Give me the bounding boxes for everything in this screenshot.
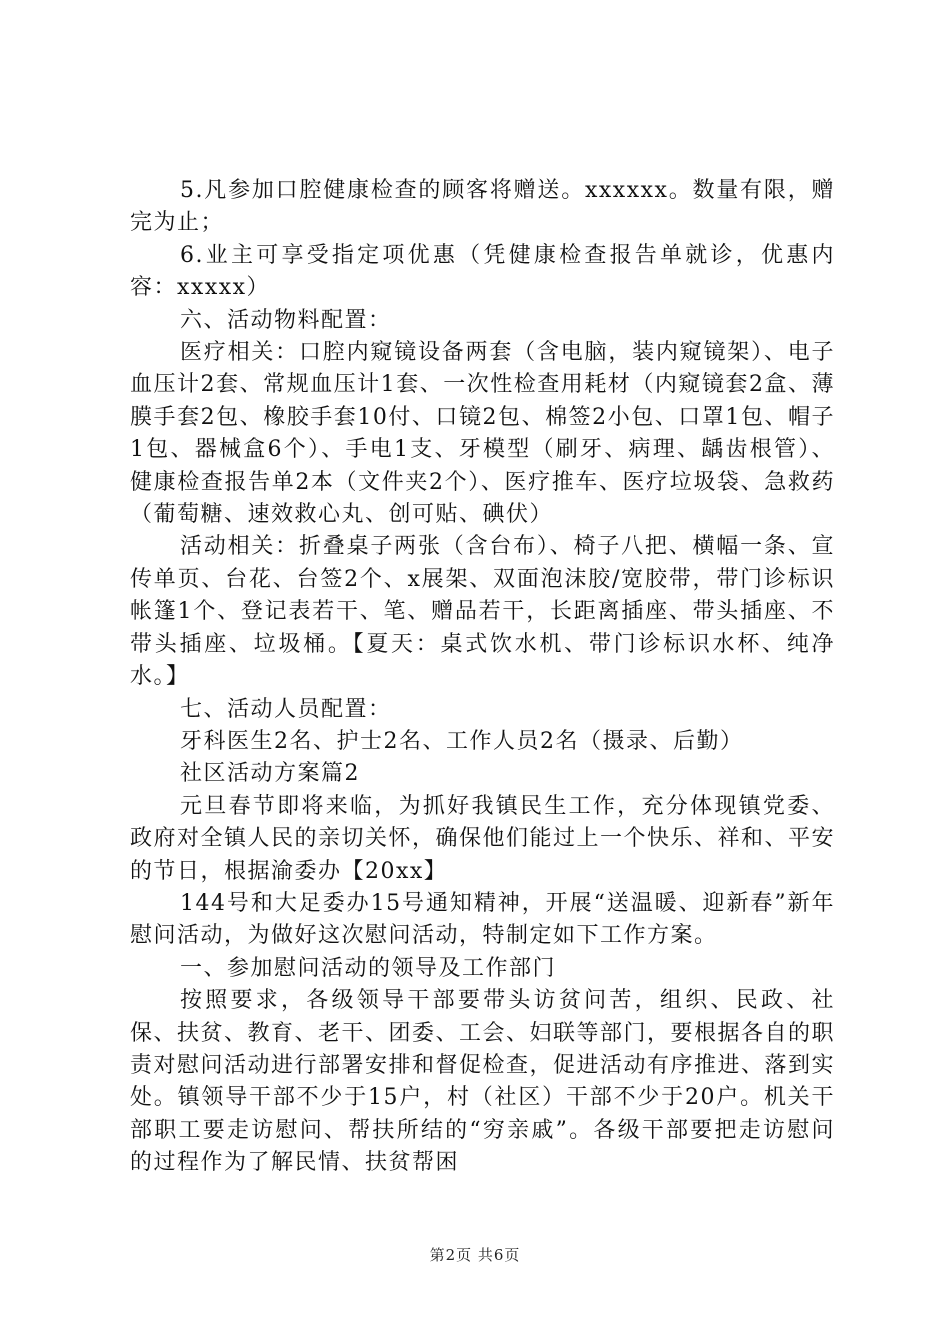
paragraph-gift-offer: 5.凡参加口腔健康检查的顾客将赠送。xxxxxx。数量有限，赠完为止； bbox=[130, 178, 835, 236]
page-number-footer: 第2页 共6页 bbox=[429, 1246, 521, 1264]
section-heading-leaders: 一、参加慰问活动的领导及工作部门 bbox=[180, 955, 557, 981]
document-body bbox=[130, 175, 835, 1180]
paragraph-requirements: 按照要求，各级领导干部要带头访贫问苦，组织、民政、社保、扶贫、教育、老干、团委、工会、妇联等部门，要根据各自的职责对慰问活动进行部署安排和督促检查，促进活动有序推进、落到实处。镇领导干部不少于15户，村（社区）干部不少于20户。机关干部职工要走访慰问、帮扶所结的“穷亲戚”。各级干部要把走访慰问的过程作为了解民情、扶贫帮困 bbox=[130, 988, 836, 1176]
paragraph-activity-materials: 活动相关：折叠桌子两张（含台布）、椅子八把、横幅一条、宣传单页、台花、台签2个、x展架、双面泡沫胶/宽胶带，带门诊标识帐篷1个、登记表若干、笔、赠品若干，长距离插座、带头插座、不带头插座、垃圾桶。【夏天：桌式饮水机、带门诊标识水杯、纯净水。】 bbox=[130, 534, 835, 690]
section-heading-materials: 六、活动物料配置： bbox=[180, 307, 392, 333]
paragraph-intro: 元旦春节即将来临，为抓好我镇民生工作，充分体现镇党委、政府对全镇人民的亲切关怀，确保他们能过上一个快乐、祥和、平安的节日，根据渝委办【20xx】 bbox=[130, 793, 836, 884]
paragraph-medical-materials: 医疗相关：口腔内窥镜设备两套（含电脑，装内窥镜架）、电子血压计2套、常规血压计1套、一次性检查用耗材（内窥镜套2盒、薄膜手套2包、橡胶手套10付、口镜2包、棉签2小包、口罩1包、帽子1包、器械盒6个）、手电1支、牙模型（刷牙、病理、龋齿根管）、健康检查报告单2本（文件夹2个）、医疗推车、医疗垃圾袋、急救药（葡萄糖、速效救心丸、创可贴、碘伏） bbox=[130, 340, 835, 528]
section-title-plan-2: 社区活动方案篇2 bbox=[180, 761, 360, 787]
paragraph-owner-discount: 6.业主可享受指定项优惠（凭健康检查报告单就诊，优惠内容：xxxxx） bbox=[130, 242, 835, 301]
section-heading-staffing: 七、活动人员配置： bbox=[180, 696, 392, 722]
paragraph-staffing: 牙科医生2名、护士2名、工作人员2名（摄录、后勤） bbox=[180, 728, 744, 754]
paragraph-notice: 144号和大足委办15号通知精神，开展“送温暖、迎新春”新年慰问活动，为做好这次慰问活动，特制定如下工作方案。 bbox=[130, 890, 835, 949]
